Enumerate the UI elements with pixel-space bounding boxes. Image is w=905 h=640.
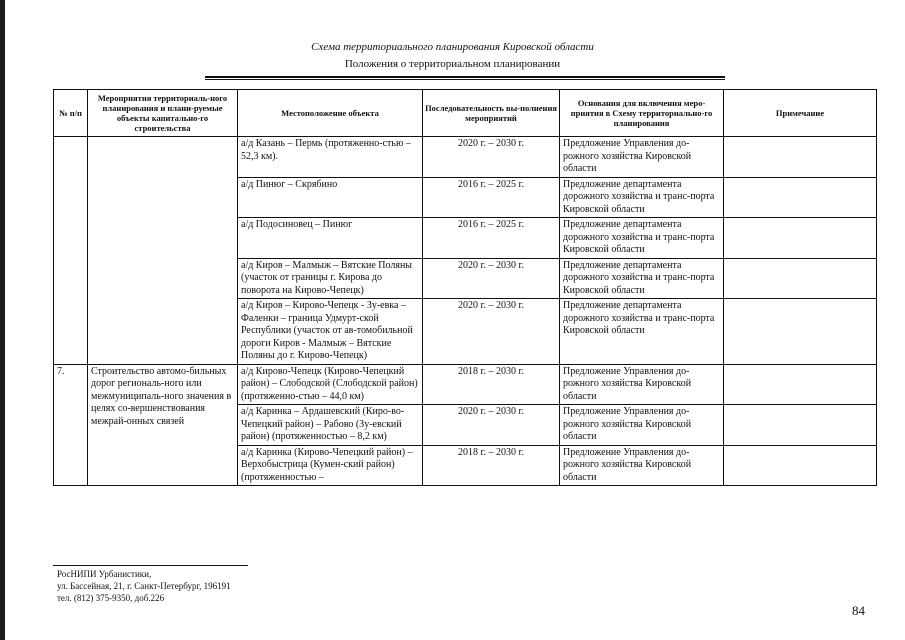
cell-period: 2018 г. – 2030 г. [423,445,560,486]
cell-basis: Предложение департамента дорожного хозяйства и транс-порта Кировской области [560,258,724,299]
cell-note [724,405,877,446]
cell-note [724,299,877,365]
cell-basis: Предложение департамента дорожного хозяйства и транс-порта Кировской области [560,177,724,218]
col-header-note: Примечание [724,90,877,137]
footer-org: РосНИПИ Урбанистики, [57,569,152,579]
cell-note [724,218,877,259]
cell-measure-empty [88,137,238,365]
cell-measure: Строительство автомо-бильных дорог региональ-ного или межмуниципаль-ного значения в целях со-вершенствования межрай-онных связей [88,364,238,486]
col-header-period: Последовательность вы-полнения мероприятий [423,90,560,137]
cell-location: а/д Каринка (Кирово-Чепецкий район) – Верхобыстрица (Кумен-ский район) (протяженностью – [238,445,423,486]
cell-period: 2018 г. – 2030 г. [423,364,560,405]
footer-address: ул. Бассейная, 21, г. Санкт-Петербург, 196191 [57,581,231,591]
table-row [54,137,877,178]
cell-basis: Предложение Управления до-рожного хозяйства Кировской области [560,445,724,486]
cell-basis: Предложение департамента дорожного хозяйства и транс-порта Кировской области [560,218,724,259]
cell-note [724,258,877,299]
cell-period: 2020 г. – 2030 г. [423,405,560,446]
header-rule-thin [205,79,725,80]
cell-num-empty [54,137,88,365]
cell-period: 2020 г. – 2030 г. [423,137,560,178]
cell-note [724,137,877,178]
cell-note [724,177,877,218]
cell-basis: Предложение департамента дорожного хозяйства и транс-порта Кировской области [560,299,724,365]
table-row [54,364,877,405]
cell-basis: Предложение Управления до-рожного хозяйства Кировской области [560,405,724,446]
cell-period: 2016 г. – 2025 г. [423,218,560,259]
cell-location: а/д Киров – Малмыж – Вятские Поляны (участок от границы г. Кирова до поворота на Кирово-Чепецк) [238,258,423,299]
footer-rule [53,565,248,566]
cell-location: а/д Пинюг – Скрябино [238,177,423,218]
cell-location: а/д Каринка – Ардашевский (Киро-во-Чепецкий район) – Рабово (Зу-евский район) (протяженностью – 8,2 км) [238,405,423,446]
page-number: 84 [852,603,865,618]
col-header-num: № п/п [54,90,88,137]
cell-basis: Предложение Управления до-рожного хозяйства Кировской области [560,364,724,405]
col-header-measure: Мероприятия территориаль-ного планирования и плани-руемые объекты капитально-го строительства [88,90,238,137]
cell-num: 7. [54,364,88,486]
cell-period: 2020 г. – 2030 г. [423,258,560,299]
cell-note [724,445,877,486]
cell-location: а/д Кирово-Чепецк (Кирово-Чепецкий район) – Слободской (Слободской район) (протяженно-стью – 44,0 км) [238,364,423,405]
header-rule [205,76,725,78]
cell-period: 2020 г. – 2030 г. [423,299,560,365]
cell-location: а/д Киров – Кирово-Чепецк - Зу-евка – Фаленки – граница Удмурт-ской Республики (участок от ав-томобильной дороги Киров - Малмыж – Вятские Поляны до г. Кирово-Чепецк) [238,299,423,365]
cell-location: а/д Подосиновец – Пинюг [238,218,423,259]
document-subtitle: Положения о территориальном планировании [344,58,561,70]
cell-period: 2016 г. – 2025 г. [423,177,560,218]
cell-note [724,364,877,405]
document-title: Схема территориального планирования Кировской области [311,41,594,53]
measures-table [53,89,877,486]
cell-basis: Предложение Управления до-рожного хозяйства Кировской области [560,137,724,178]
footer-phone: тел. (812) 375-9350, доб.226 [57,593,165,603]
scan-edge-bar [0,0,5,640]
cell-location: а/д Казань – Пермь (протяженно-стью – 52,3 км). [238,137,423,178]
col-header-location: Местоположение объекта [238,90,423,137]
col-header-basis: Основания для включения меро-приятия в Схему территориально-го планирования [560,90,724,137]
table-header-row [54,90,877,137]
